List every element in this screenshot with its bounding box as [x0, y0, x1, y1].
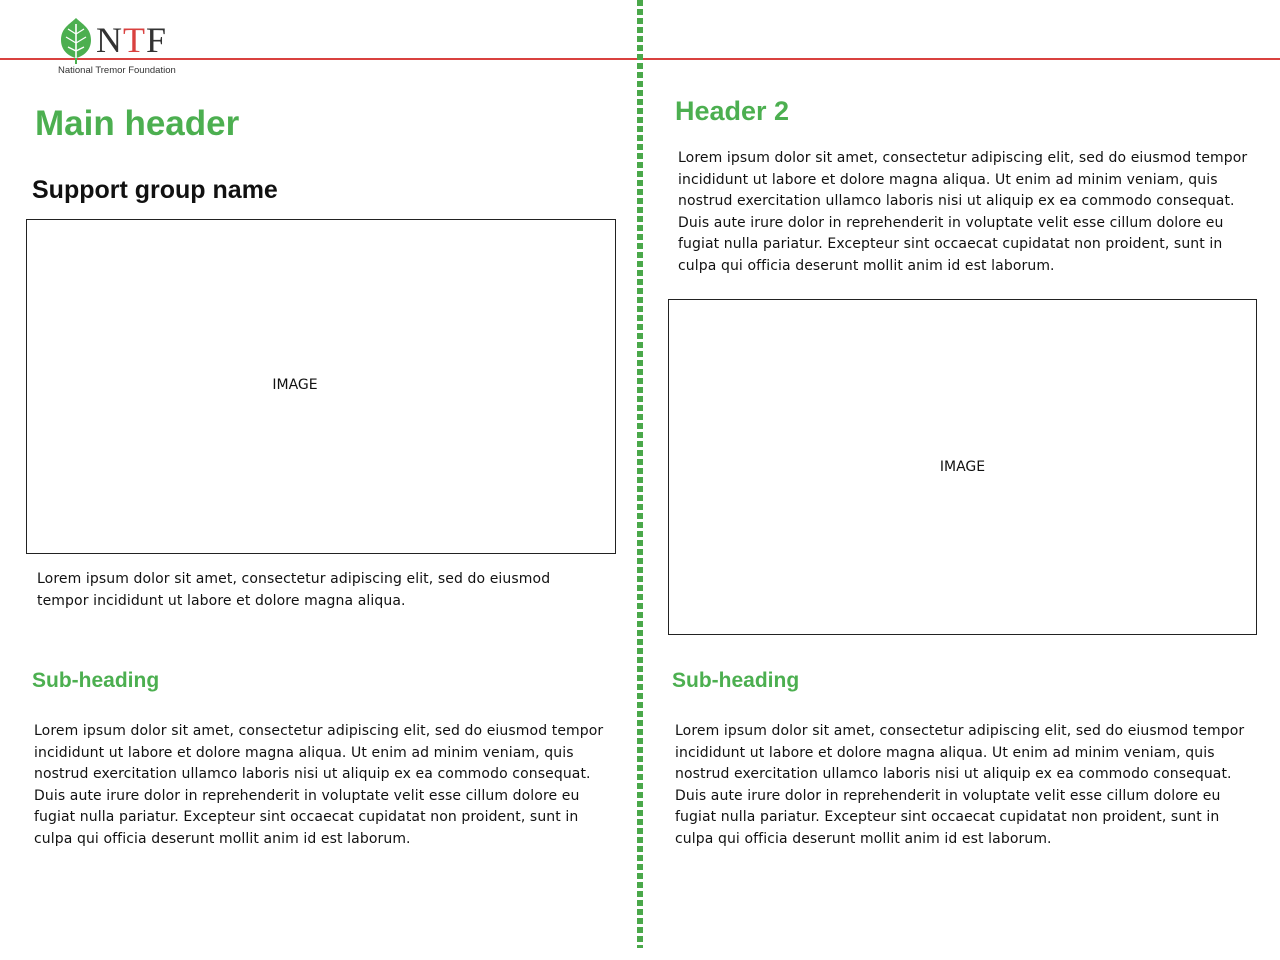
- image-placeholder-right: [668, 299, 1257, 635]
- support-group-name: Support group name: [32, 176, 278, 204]
- leaf-icon: [58, 16, 94, 66]
- logo-letter-n: N: [96, 20, 123, 60]
- subheading-left: Sub-heading: [32, 669, 160, 692]
- body-text-right: Lorem ipsum dolor sit amet, consectetur adipiscing elit, sed do eiusmod tempor incididunt ut labore et dolore magna aliqua. Ut enim ad minim veniam, quis nostrud exercitation ullamco laboris nisi ut aliquip ex ea commodo consequat. Duis aute irure dolor in reprehenderit in voluptate velit esse cillum dolore eu fugiat nulla pariatur. Excepteur sint occaecat cupidatat non proident, sunt in culpa qui officia deserunt mollit anim id est laborum.: [675, 723, 1245, 847]
- logo-letter-t: T: [123, 20, 146, 60]
- image-label: IMAGE: [272, 376, 318, 393]
- intro-text-right: Lorem ipsum dolor sit amet, consectetur adipiscing elit, sed do eiusmod tempor incididunt ut labore et dolore magna aliqua. Ut enim ad minim veniam, quis nostrud exercitation ullamco laboris nisi ut aliquip ex ea commodo consequat. Duis aute irure dolor in reprehenderit in voluptate velit esse cillum dolore eu fugiat nulla pariatur. Excepteur sint occaecat cupidatat non proident, sunt in culpa qui officia deserunt mollit anim id est laborum.: [678, 150, 1248, 274]
- subheading-right: Sub-heading: [672, 669, 800, 692]
- column-divider: [637, 0, 643, 948]
- ntf-logo: [56, 14, 196, 78]
- image-placeholder-left: [26, 219, 616, 554]
- logo-letters: [96, 18, 167, 62]
- logo-tagline: National Tremor Foundation: [58, 65, 176, 76]
- image-caption: Lorem ipsum dolor sit amet, consectetur adipiscing elit, sed do eiusmod tempor incididunt ut labore et dolore magna aliqua.: [37, 571, 551, 609]
- header-2: Header 2: [675, 96, 790, 126]
- logo-letter-f: F: [146, 20, 168, 60]
- image-label: IMAGE: [939, 459, 986, 475]
- main-header: Main header: [35, 104, 240, 143]
- body-text-left: Lorem ipsum dolor sit amet, consectetur adipiscing elit, sed do eiusmod tempor incididunt ut labore et dolore magna aliqua. Ut enim ad minim veniam, quis nostrud exercitation ullamco laboris nisi ut aliquip ex ea commodo consequat. Duis aute irure dolor in reprehenderit in voluptate velit esse cillum dolore eu fugiat nulla pariatur. Excepteur sint occaecat cupidatat non proident, sunt in culpa qui officia deserunt mollit anim id est laborum.: [34, 723, 604, 847]
